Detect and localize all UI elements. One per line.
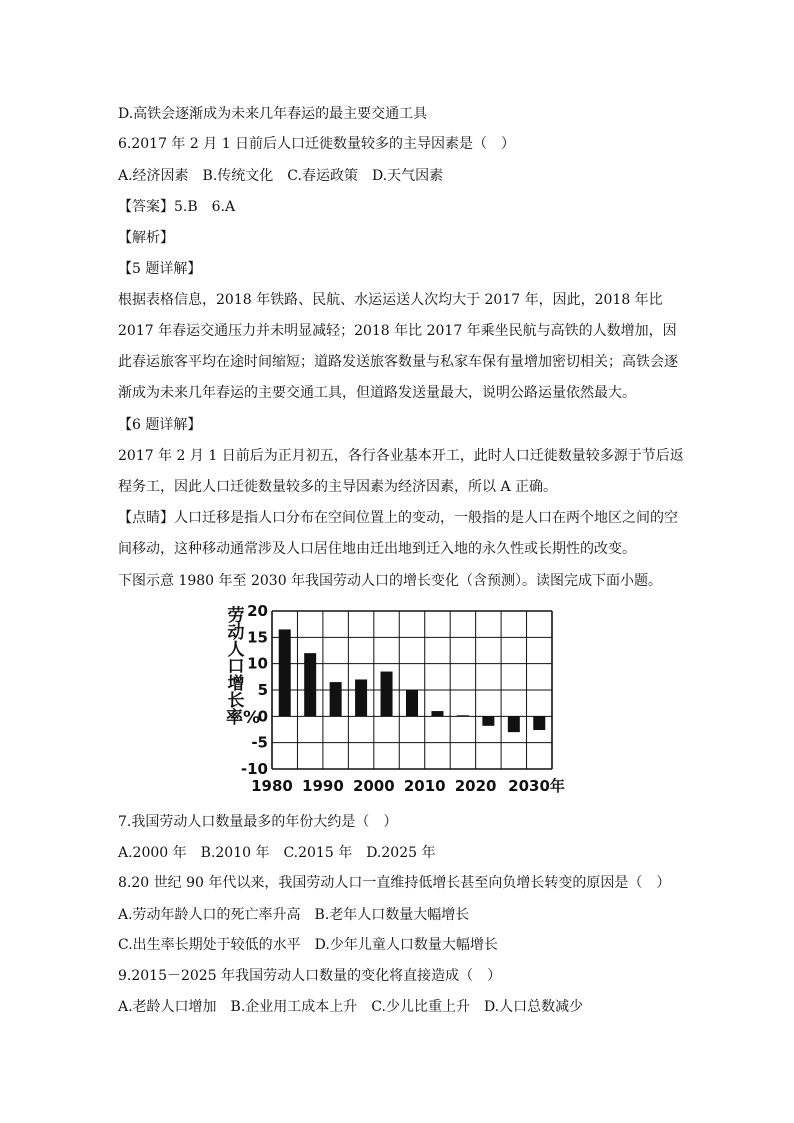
bar-1980 (279, 629, 291, 716)
y-tick-label: 10 (247, 654, 268, 673)
bar-2000 (381, 672, 393, 717)
chart-ylabel: 劳动人口增长率% (226, 606, 261, 728)
question-line-6: A.老龄人口增加 B.企业用工成本上升 C.少儿比重上升 D.人口总数减少 (118, 999, 584, 1015)
question-line-1: A.2000 年 B.2010 年 C.2015 年 D.2025 年 (118, 845, 436, 861)
bar-2030 (533, 716, 545, 730)
bar-2020 (482, 716, 494, 725)
bar-2025 (508, 716, 520, 732)
bar-1985 (304, 653, 316, 716)
x-tick-label: 2010 (403, 777, 446, 795)
text-line-2: A.经济因素 B.传统文化 C.春运政策 D.天气因素 (118, 168, 444, 184)
text-line-5: 【5 题详解】 (118, 261, 202, 277)
detail6-title: 【6 题详解】 (118, 417, 202, 433)
dianjing-paragraph: 【点睛】人口迁移是指人口分布在空间位置上的变动，一般指的是人口在两个地区之间的空间移动，这种移动通常涉及人口居住地由迁出地到迁入地的永久性或长期性的改变。 (118, 510, 678, 557)
x-tick-label: 2030年 (508, 777, 565, 795)
text-line-3: 【答案】5.B 6.A (118, 199, 236, 215)
y-tick-label: 5 (257, 681, 268, 699)
question-line-3: A.劳动年龄人口的死亡率升高 B.老年人口数量大幅增长 (118, 907, 470, 923)
y-tick-label: -10 (240, 760, 268, 778)
detail5-paragraph: 根据表格信息，2018 年铁路、民航、水运运送人次均大于 2017 年，因此，2018 年比 2017 年春运交通压力并未明显减轻；2018 年比 2017 年乘坐民航与高铁的人数增加，因此春运旅客平均在途时间缩短；道路发送旅客数量与私家车保有量增加密切相关；高铁会逐渐成为未来几年春运的主要交通工具，但道路发送量最大，说明公路运量依然最大。 (118, 292, 678, 401)
text-line-1: 6.2017 年 2 月 1 日前后人口迁徙数量较多的主导因素是（ ） (118, 136, 516, 152)
chart-intro: 下图示意 1980 年至 2030 年我国劳动人口的增长变化（含预测）。读图完成下面小题。 (118, 573, 663, 589)
bar-1990 (330, 682, 342, 716)
question-line-5: 9.2015－2025 年我国劳动人口数量的变化将直接造成（ ） (118, 968, 502, 984)
bar-2010 (431, 711, 443, 716)
bar-2005 (406, 690, 418, 716)
y-tick-label: 0 (257, 707, 268, 726)
x-tick-label: 1980 (251, 777, 293, 795)
detail6-paragraph: 2017 年 2 月 1 日前后为正月初五，各行各业基本开工，此时人口迁徙数量较多源于节后返程务工，因此人口迁徙数量较多的主导因素为经济因素，所以 A 正确。 (118, 448, 684, 495)
x-tick-label: 2020 (454, 777, 497, 795)
y-tick-label: 20 (247, 603, 268, 620)
question-line-2: 8.20 世纪 90 年代以来，我国劳动人口一直维持低增长甚至向负增长转变的原因是（ ） (118, 875, 671, 891)
chart-svg (222, 603, 572, 798)
x-tick-label: 1990 (302, 777, 344, 795)
y-tick-label: 15 (247, 628, 268, 647)
bar-1995 (355, 679, 367, 716)
question-line-4: C.出生率长期处于较低的水平 D.少年儿童人口数量大幅增长 (118, 937, 498, 953)
text-line-4: 【解析】 (118, 230, 174, 246)
y-tick-label: -5 (251, 733, 268, 752)
question-line-0: 7.我国劳动人口数量最多的年份大约是（ ） (118, 814, 398, 830)
bar-2015 (457, 715, 469, 716)
labor-growth-chart (222, 603, 572, 798)
x-tick-label: 2000 (352, 777, 395, 795)
text-line-0: D.高铁会逐渐成为未来几年春运的最主要交通工具 (118, 106, 428, 122)
